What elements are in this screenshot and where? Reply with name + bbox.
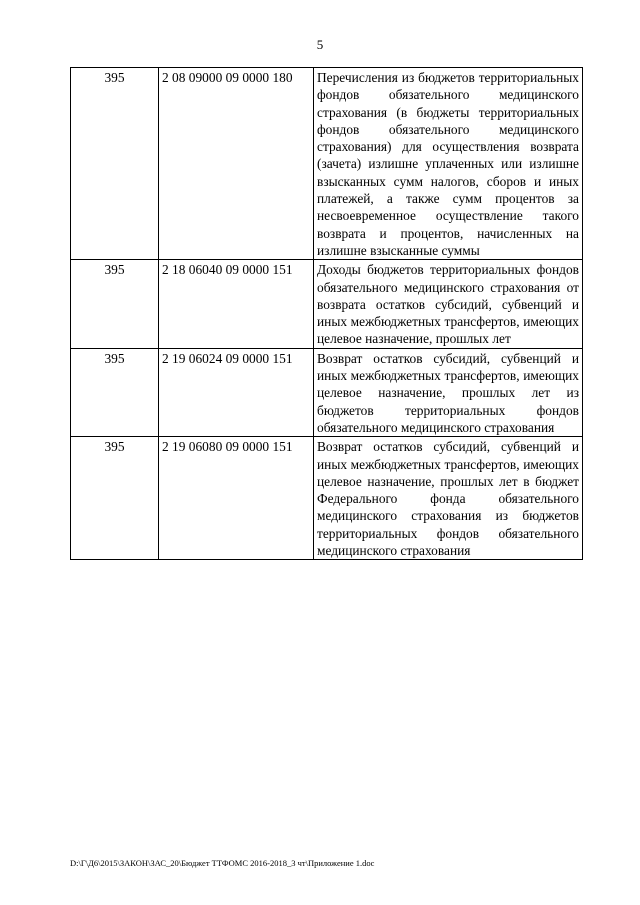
budget-classification-table xyxy=(70,67,583,560)
admin-code-cell: 395 xyxy=(71,437,159,560)
budget-code-cell: 2 18 06040 09 0000 151 xyxy=(159,260,314,348)
description-cell: Возврат остатков субсидий, субвенций и иных межбюджетных трансфертов, имеющих целевое назначение, прошлых лет в бюджет Федерального фонда обязательного медицинского страхования из бюджетов территориальных фондов обязательного медицинского страхования xyxy=(314,437,583,560)
description-cell: Доходы бюджетов территориальных фондов обязательного медицинского страхования от возврата остатков субсидий, субвенций и иных межбюджетных трансфертов, имеющих целевое назначение, прошлых лет xyxy=(314,260,583,348)
description-cell: Возврат остатков субсидий, субвенций и иных межбюджетных трансфертов, имеющих целевое назначение, прошлых лет из бюджетов территориальных фондов обязательного медицинского страхования xyxy=(314,348,583,436)
table-row xyxy=(71,348,583,436)
table-row xyxy=(71,68,583,260)
admin-code-cell: 395 xyxy=(71,260,159,348)
budget-code-cell: 2 08 09000 09 0000 180 xyxy=(159,68,314,260)
table-row xyxy=(71,260,583,348)
budget-code-cell: 2 19 06024 09 0000 151 xyxy=(159,348,314,436)
description-cell: Перечисления из бюджетов территориальных фондов обязательного медицинского страхования (в бюджеты территориальных фондов обязательного медицинского страхования) для осуществления возврата (зачета) излишне уплаченных или излишне взысканных сумм налогов, сборов и иных платежей, а также сумм процентов за несвоевременное осуществление такого возврата и процентов, начисленных на излишне взысканные суммы xyxy=(314,68,583,260)
table-row xyxy=(71,437,583,560)
admin-code-cell: 395 xyxy=(71,68,159,260)
document-file-path: D:\Г\Д6\2015\ЗАКОН\ЗАС_20\Бюджет ТТФОМС 2016-2018_3 чт\Приложение 1.doc xyxy=(70,858,375,868)
admin-code-cell: 395 xyxy=(71,348,159,436)
page-number: 5 xyxy=(316,37,324,52)
budget-code-cell: 2 19 06080 09 0000 151 xyxy=(159,437,314,560)
